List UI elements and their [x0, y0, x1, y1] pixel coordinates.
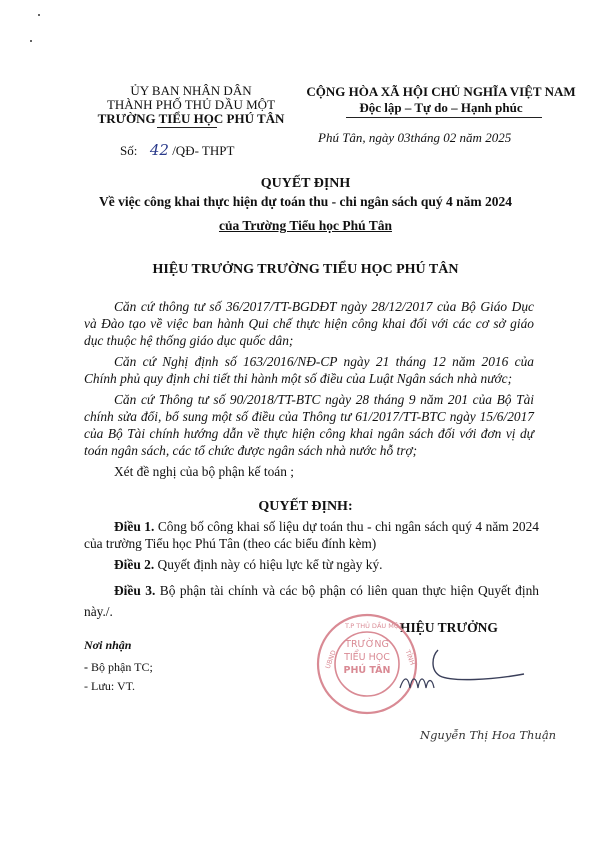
scan-dot	[30, 40, 32, 42]
decision-title: QUYẾT ĐỊNH	[260, 176, 351, 191]
scan-dot	[38, 14, 40, 16]
recipient-item: - Lưu: VT.	[84, 679, 136, 693]
decision-subject: Về việc công khai thực hiện dự toán thu - chi ngân sách quý 4 năm 2024	[98, 194, 512, 209]
article-2: Điều 2. Quyết định này có hiệu lực kể từ ngày ký.	[114, 557, 383, 572]
issue-date: Phú Tân, ngày 03tháng 02 năm 2025	[318, 130, 512, 145]
issuer-block	[86, 84, 296, 126]
svg-text:TỈNH: TỈNH	[403, 648, 417, 667]
decision-heading: QUYẾT ĐỊNH:	[258, 499, 353, 514]
signer-name: Nguyễn Thị Hoa Thuận	[420, 728, 557, 742]
proposal-line: Xét đề nghị của bộ phận kế toán ;	[114, 464, 294, 479]
decision-subject-school: của Trường Tiểu học Phú Tân	[218, 218, 392, 233]
recipients-title: Nơi nhận	[84, 638, 132, 652]
handwritten-signature	[392, 636, 532, 698]
number-value: 42	[149, 141, 169, 159]
national-motto: Độc lập – Tự do – Hạnh phúc	[359, 100, 523, 115]
stamp-text: TRƯỜNG TIỂU HỌC PHÚ TÂN	[343, 639, 391, 676]
national-block	[296, 84, 586, 116]
authority-heading: HIỆU TRƯỞNG TRƯỜNG TIỂU HỌC PHÚ TÂN	[152, 262, 459, 277]
national-title: CỘNG HÒA XÃ HỘI CHỦ NGHĨA VIỆT NAM	[306, 84, 576, 99]
basis-paragraph: Căn cứ Thông tư số 90/2018/TT-BTC ngày 28 tháng 9 năm 201 của Bộ Tài chính sửa đổi, bổ sung một số điều của Thông tư 61/2017/TT-BTC ngày 15/6/2017 của Bộ Tài chính hướng dẫn về thực hiện công khai ngân sách đối với đơn vị dự toán ngân sách, các tổ chức được ngân sách nhà nước hỗ trợ;	[84, 392, 534, 458]
issuer-underline	[157, 127, 217, 128]
recipient-item: - Bộ phận TC;	[84, 660, 153, 674]
svg-text:T.P THỦ DẦU MỘT: T.P THỦ DẦU MỘT	[345, 622, 403, 630]
basis-paragraph: Căn cứ thông tư số 36/2017/TT-BGDĐT ngày 28/12/2017 của Bộ Giáo Dục và Đào tạo về việc ban hành Qui chế thực hiện công khai đối với các cơ sở giáo dục thuộc hệ thống giáo dục quốc dân;	[84, 299, 534, 348]
issuer-line-2: THÀNH PHỐ THỦ DẦU MỘT	[106, 97, 276, 112]
recipients-list	[84, 658, 153, 696]
signature-title: HIỆU TRƯỞNG	[400, 620, 498, 635]
number-suffix: /QĐ- THPT	[172, 143, 235, 158]
number-label: Số:	[120, 143, 138, 158]
svg-text:UBND: UBND	[323, 649, 338, 670]
issuer-school: TRƯỜNG TIỂU HỌC PHÚ TÂN	[97, 111, 285, 126]
article-1: Điều 1. Công bố công khai số liệu dự toán thu - chi ngân sách quý 4 năm 2024 của trường Tiểu học Phú Tân (theo các biểu đính kèm)	[84, 519, 539, 551]
motto-underline	[346, 117, 542, 118]
document-number	[120, 141, 234, 159]
basis-paragraph: Căn cứ Nghị định số 163/2016/NĐ-CP ngày 21 tháng 12 năm 2016 của Chính phủ quy định chi tiết thi hành một số điều của Luật Ngân sách nhà nước;	[84, 354, 534, 386]
issuer-line-1: ỦY BAN NHÂN DÂN	[130, 83, 252, 98]
article-3: Điều 3. Bộ phận tài chính và các bộ phận có liên quan thực hiện Quyết định này./.	[84, 583, 539, 619]
